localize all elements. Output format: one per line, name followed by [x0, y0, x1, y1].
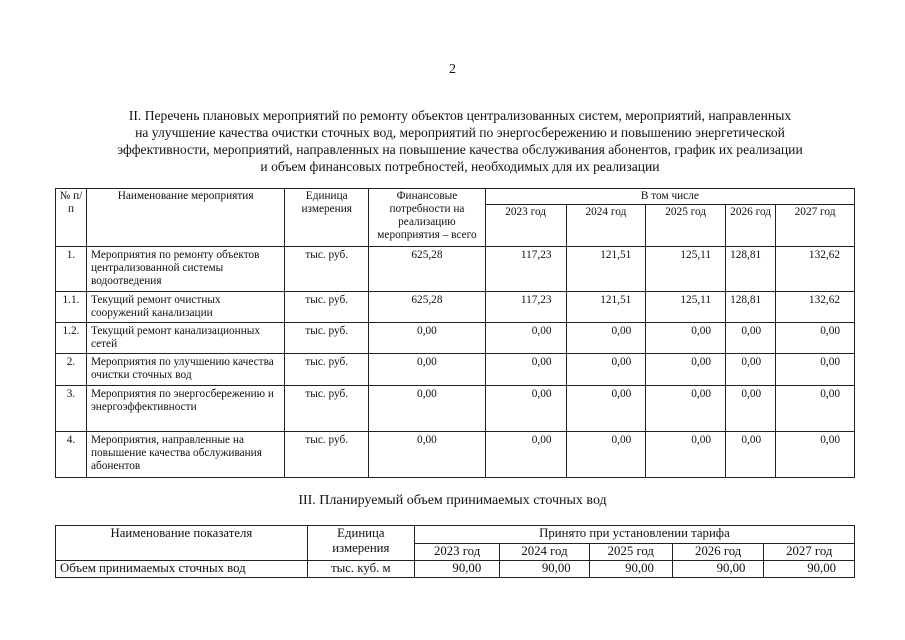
total-cell: 0,00 [369, 432, 486, 478]
col-header-name: Наименование мероприятия [86, 189, 284, 247]
row-number: 4. [56, 432, 87, 478]
heading-line: II. Перечень плановых мероприятий по ремонту объектов централизованных систем, мероприятий, направленных [128, 108, 792, 123]
col-header-year: 2025 год [646, 205, 726, 247]
col-header-year: 2025 год [589, 544, 672, 561]
year-value: 0,00 [776, 323, 855, 354]
year-value: 90,00 [672, 561, 764, 578]
year-value: 125,11 [646, 247, 726, 292]
col-header-year: 2024 год [566, 205, 646, 247]
activity-name: Мероприятия по ремонту объектов централизованной системы водоотведения [86, 247, 284, 292]
heading-line: эффективности, мероприятий, направленных на повышение качества обслуживания абонентов, график их реализации [117, 142, 803, 157]
total-cell: 0,00 [369, 323, 486, 354]
year-value: 0,00 [646, 432, 726, 478]
year-value: 128,81 [726, 247, 776, 292]
year-value: 0,00 [646, 386, 726, 432]
col-header-finance: Финансовые потребности на реализацию мероприятия – всего [369, 189, 486, 247]
col-header-year: 2027 год [776, 205, 855, 247]
row-number: 1. [56, 247, 87, 292]
table-row [56, 386, 855, 432]
year-value: 0,00 [726, 432, 776, 478]
year-value: 125,11 [646, 292, 726, 323]
year-value: 0,00 [485, 323, 566, 354]
year-value: 0,00 [485, 354, 566, 386]
year-value: 0,00 [566, 323, 646, 354]
wastewater-volume-table [55, 525, 855, 578]
page-number: 2 [449, 62, 456, 77]
table-row [56, 561, 855, 578]
unit-cell: тыс. руб. [285, 432, 369, 478]
year-value: 132,62 [776, 292, 855, 323]
activity-name: Мероприятия по улучшению качества очистки сточных вод [86, 354, 284, 386]
col-header-unit: Единица измерения [285, 189, 369, 247]
table-row [56, 292, 855, 323]
row-number: 1.1. [56, 292, 87, 323]
table-row [56, 432, 855, 478]
col-header-year: 2027 год [764, 544, 855, 561]
year-value: 132,62 [776, 247, 855, 292]
activity-name: Текущий ремонт канализационных сетей [86, 323, 284, 354]
year-value: 0,00 [566, 354, 646, 386]
year-value: 90,00 [589, 561, 672, 578]
total-cell: 625,28 [369, 247, 486, 292]
activity-name: Текущий ремонт очистных сооружений канализации [86, 292, 284, 323]
col-header-num: № п/п [56, 189, 87, 247]
year-value: 117,23 [485, 292, 566, 323]
unit-cell: тыс. руб. [285, 323, 369, 354]
year-value: 90,00 [414, 561, 499, 578]
table-row [56, 354, 855, 386]
unit-cell: тыс. руб. [285, 292, 369, 323]
row-number: 2. [56, 354, 87, 386]
section-3-title: III. Планируемый объем принимаемых сточных вод [298, 493, 607, 508]
year-value: 0,00 [646, 354, 726, 386]
year-value: 0,00 [776, 432, 855, 478]
activity-name: Мероприятия по энергосбережению и энергоэффективности [86, 386, 284, 432]
col-header-year: 2024 год [500, 544, 589, 561]
year-value: 121,51 [566, 247, 646, 292]
unit-cell: тыс. руб. [285, 247, 369, 292]
total-cell: 0,00 [369, 354, 486, 386]
table-row [56, 247, 855, 292]
year-value: 90,00 [764, 561, 855, 578]
year-value: 128,81 [726, 292, 776, 323]
col-header-tariff: Принято при установлении тарифа [414, 526, 854, 544]
year-value: 0,00 [646, 323, 726, 354]
year-value: 0,00 [776, 386, 855, 432]
heading-line: и объем финансовых потребностей, необходимых для их реализации [260, 159, 660, 174]
unit-cell: тыс. руб. [285, 386, 369, 432]
year-value: 0,00 [485, 432, 566, 478]
year-value: 0,00 [726, 323, 776, 354]
col-header-indicator: Наименование показателя [56, 526, 308, 561]
col-header-unit: Единица измерения [307, 526, 414, 561]
col-header-year: 2026 год [726, 205, 776, 247]
col-header-year: 2026 год [672, 544, 764, 561]
unit-cell: тыс. куб. м [307, 561, 414, 578]
row-number: 3. [56, 386, 87, 432]
activity-name: Мероприятия, направленные на повышение качества обслуживания абонентов [86, 432, 284, 478]
col-header-including: В том числе [485, 189, 854, 205]
heading-line: на улучшение качества очистки сточных вод, мероприятий по энергосбережению и повышению энергетической [135, 125, 785, 140]
year-value: 0,00 [726, 354, 776, 386]
year-value: 0,00 [485, 386, 566, 432]
year-value: 0,00 [726, 386, 776, 432]
year-value: 121,51 [566, 292, 646, 323]
table-row [56, 323, 855, 354]
unit-cell: тыс. руб. [285, 354, 369, 386]
total-cell: 625,28 [369, 292, 486, 323]
row-number: 1.2. [56, 323, 87, 354]
year-value: 0,00 [566, 386, 646, 432]
year-value: 90,00 [500, 561, 589, 578]
section-2-heading [70, 107, 850, 175]
year-value: 117,23 [485, 247, 566, 292]
col-header-year: 2023 год [414, 544, 499, 561]
year-value: 0,00 [776, 354, 855, 386]
total-cell: 0,00 [369, 386, 486, 432]
indicator-name: Объем принимаемых сточных вод [56, 561, 308, 578]
year-value: 0,00 [566, 432, 646, 478]
col-header-year: 2023 год [485, 205, 566, 247]
activities-table [55, 188, 855, 478]
